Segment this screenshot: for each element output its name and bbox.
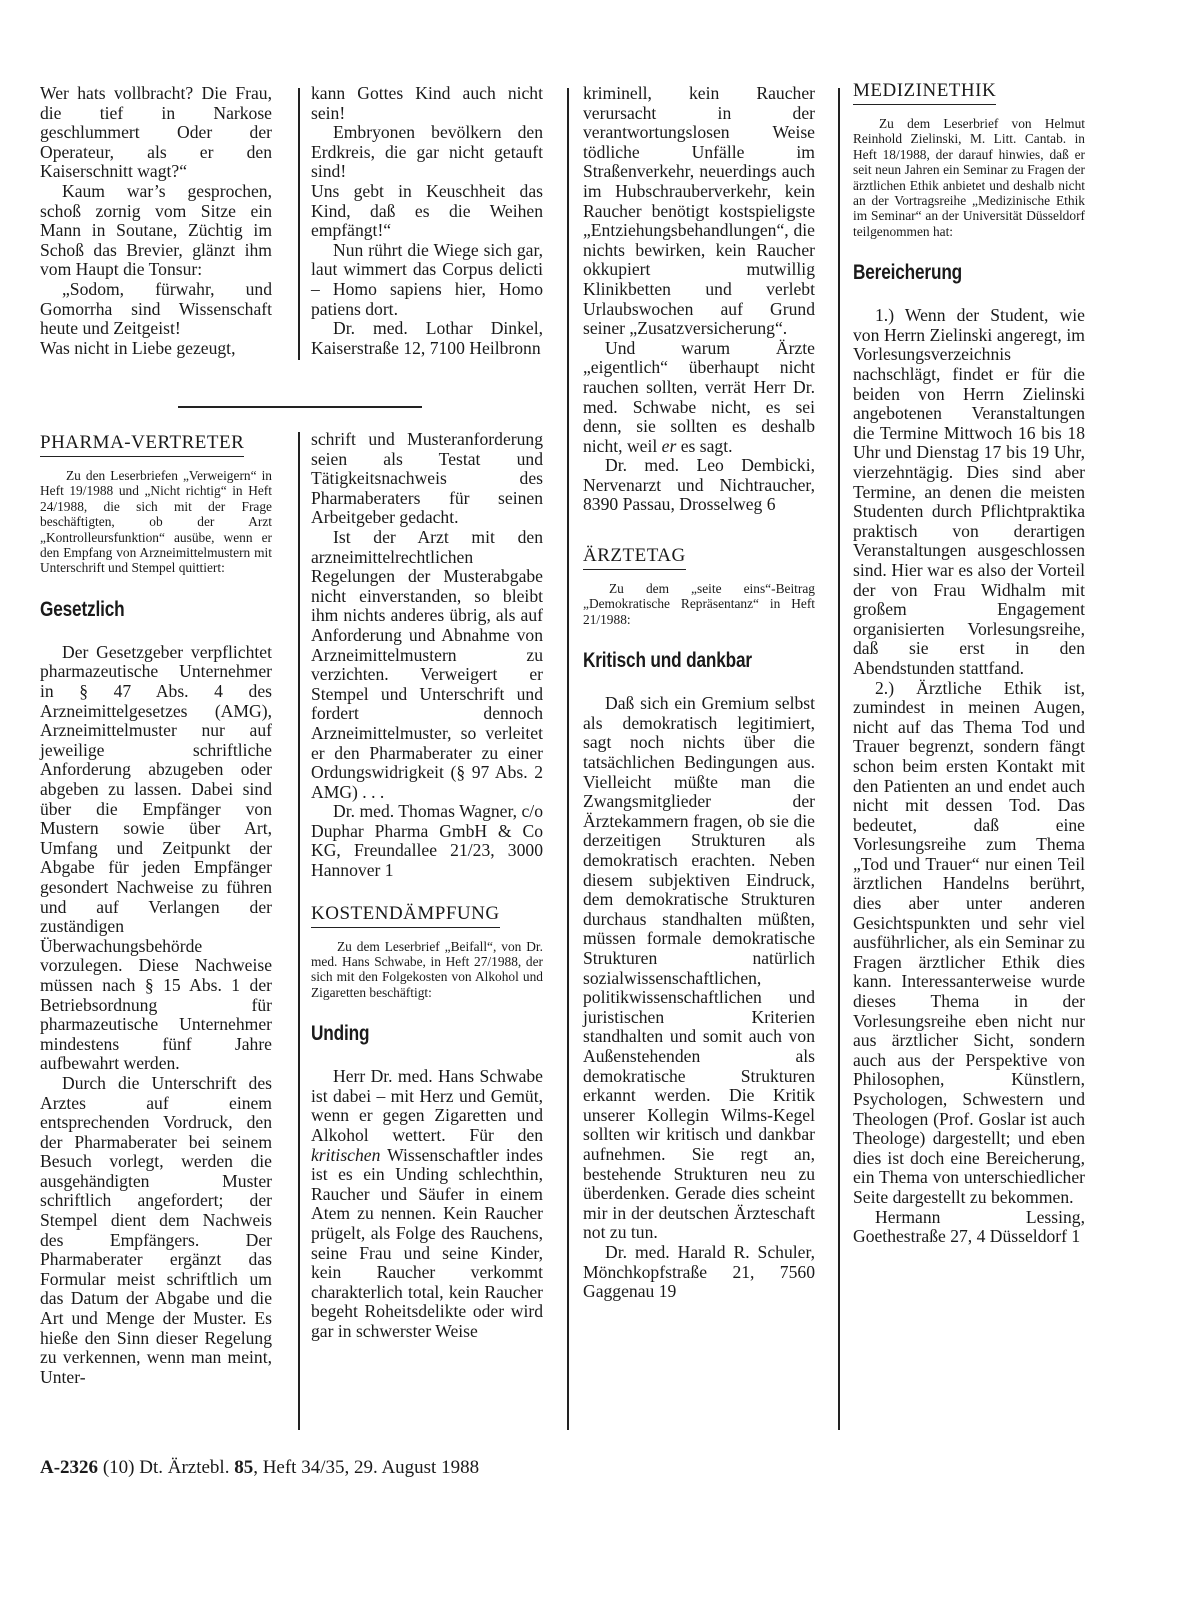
journal-volume: 85: [234, 1457, 254, 1478]
article-paragraph: 1.) Wenn der Student, wie von Herrn Zielinski angeregt, im Vorlesungsverzeichnis nachschlägt, findet er für die beiden von Herrn Zielinski angebotenen Veranstaltungen die Termine Mittwoch 16 bis 18 Uhr und Dienstag 17 bis 19 Uhr, vierzehntägig. Dies sind aber Termine, an denen die meisten Studenten durch Pflichtpraktika praktisch von derartigen Veranstaltungen ausgeschlossen sind. Hier war es also der Vorteil der von Frau Widhalm mit großem Engagement organisierten Vorlesungsreihe, daß sie erst in den Abendstunden stattfand.: [853, 305, 1085, 678]
article-headline: Gesetzlich: [40, 597, 125, 621]
poem-stanza: Wer hats vollbracht? Die Frau, die tief in Narkose geschlummert Oder der Operateur, als er den Kaiserschnitt wagt?“: [40, 83, 272, 182]
column-rule: [298, 432, 300, 1430]
article-headline: Kritisch und dankbar: [583, 649, 752, 673]
article-paragraph: Der Gesetzgeber verpflichtet pharmazeutische Unternehmer in § 47 Abs. 4 des Arzneimittelgesetzes (AMG), Arzneimittelmuster nur auf jeweilige schriftliche Anforderung abzugeben oder abgeben zu lassen. Dabei sind über die Empfänger von Mustern sowie über Art, Umfang und Zeitpunkt der Abgabe für jeden Empfänger gesondert Nachweise zu führen und auf Verlangen der zuständigen Überwachungsbehörde vorzulegen. Diese Nachweise müssen nach § 15 Abs. 1 der Betriebsordnung für pharmazeutische Unternehmer mindestens fünf Jahre aufbewahrt werden.: [40, 641, 272, 1074]
article-paragraph: Durch die Unterschrift des Arztes auf einem entsprechenden Vordruck, den der Pharmaberater bei seinem Besuch vorlegt, werden die ausgehändigten Muster schriftlich angefordert; der Stempel dient dem Nachweis des Empfängers. Der Pharmaberater ergänzt das Formular meist schriftlich um das Datum der Abgabe und die Art und Menge der Muster. Es hieße den Sinn dieser Regelung zu verkennen, wenn man meint, Unter-: [40, 1072, 272, 1387]
issue-date: , Heft 34/35, 29. August 1988: [253, 1457, 480, 1478]
poem-stanza: kann Gottes Kind auch nicht sein!: [311, 83, 543, 123]
article-headline: Bereicherung: [853, 261, 963, 285]
signature: Dr. med. Lothar Dinkel, Kaiserstraße 12, 7100 Heilbronn: [311, 318, 543, 358]
pharma-kosten-column: [311, 430, 543, 1342]
signature: Hermann Lessing, Goethestraße 27, 4 Düsseldorf 1: [853, 1206, 1085, 1247]
article-paragraph: 2.) Ärztliche Ethik ist, zumindest in meinen Augen, nicht auf das Thema Tod und Trauer begrenzt, sondern fängt schon beim ersten Kontakt mit den Patienten an und endet auch nicht mit dessen Tod. Das bedeutet, daß eine Vorlesungsreihe zum Thema „Tod und Trauer“ nur einen Teil ärztlichen Handelns berührt, dies aber unter anderen Gesichtspunkten und sehr viel ausführlicher, als ein Seminar zu Fragen ärztlicher Ethik dies kann. Interessanterweise wurde dieses Thema in der Vorlesungsreihe eben nicht nur aus ärztlicher Sicht, sondern auch aus der Perspektive von Philosophen, Künstlern, Psychologen, Schwestern und Theologen (Prof. Goslar ist auch Theologe) dargestellt; und eben dies ist doch eine Bereicherung, ein Thema von unterschiedlicher Seite dargestellt zu bekommen.: [853, 677, 1085, 1207]
article-intro: Zu dem „seite eins“-Beitrag „Demokratische Repräsentanz“ in Heft 21/1988:: [583, 581, 815, 627]
poem-stanza: Was nicht in Liebe gezeugt,: [40, 337, 236, 358]
section-label: KOSTENDÄMPFUNG: [311, 903, 500, 928]
article-paragraph: Herr Dr. med. Hans Schwabe ist dabei – mit Herz und Gemüt, wenn er gegen Zigaretten und Alkohol wettert. Für den kritischen Wissenschaftler indes ist es ein Unding schlechthin, Raucher und Säufer in einem Atem zu nennen. Kein Raucher prügelt, als Folge des Rauchens, seine Frau und seine Kinder, kein Raucher verkommt charakterlich total, kein Raucher begeht Roheitsdelikte oder wird gar in schwerster Weise: [311, 1066, 543, 1341]
pharma-column: [40, 432, 272, 1387]
article-paragraph: kriminell, kein Raucher verursacht in der verantwortungslosen Weise tödliche Unfälle im Straßenverkehr, neuerdings auch im Hubschrauberverkehr, kein Raucher benötigt kostspieligste „Entziehungsbehandlungen“, die nichts bewirken, kein Raucher okkupiert mutwillig Klinikbetten und verlebt Urlaubswochen auf Grund seiner „Zusatzversicherung“.: [583, 83, 815, 339]
section-label: PHARMA-VERTRETER: [40, 432, 244, 457]
page-footer: [40, 1457, 479, 1479]
section-label: ÄRZTETAG: [583, 545, 686, 570]
emphasis: kritischen: [311, 1144, 381, 1165]
poem-stanza: Kaum war’s gesprochen, schoß zornig vom Sitze ein Mann in Soutane, Züchtig im Schoß das Brevier, glänzt ihm vom Haupt die Tonsur:: [40, 180, 272, 280]
emphasis: er: [661, 435, 677, 456]
signature: Dr. med. Harald R. Schuler, Mönchkopfstraße 21, 7560 Gaggenau 19: [583, 1241, 815, 1302]
journal-name: (10) Dt. Ärztebl.: [102, 1457, 230, 1478]
column-rule: [838, 88, 840, 1430]
ethik-column: [853, 80, 1085, 1247]
poem-column-left: [40, 84, 272, 358]
column-rule: [298, 88, 300, 360]
page-number: A-2326: [40, 1457, 99, 1478]
poem-stanza: Uns gebt in Keuschheit das Kind, daß es die Weihen empfängt!“: [311, 180, 543, 241]
article-intro: Zu dem Leserbrief von Helmut Reinhold Zielinski, M. Litt. Cantab. in Heft 18/1988, der darauf hinwies, daß er seit neun Jahren ein Seminar zu Fragen der ärztlichen Ethik anbietet und deshalb nicht an der Vortragsreihe „Medizinische Ethik im Seminar“ an der Universität Düsseldorf teilgenommen hat:: [853, 116, 1085, 239]
article-paragraph: Ist der Arzt mit den arzneimittelrechtlichen Regelungen der Musterabgabe nicht einverstanden, so bleibt ihm nichts anderes übrig, als auf Anforderung und Abnahme von Arzneimittelmustern zu verzichten. Verweigert er Stempel und Unterschrift und fordert dennoch Arzneimittelmuster, so verleitet er den Pharmaberater zu einer Ordungswidrigkeit (§ 97 Abs. 2 AMG) . . .: [311, 526, 543, 802]
article-paragraph: schrift und Musteranforderung seien als Testat und Tätigkeitsnachweis des Pharmaberaters für seinen Arbeitgeber gedacht.: [311, 429, 543, 528]
poem-stanza: Nun rührt die Wiege sich gar, laut wimmert das Corpus delicti – Homo sapiens hier, Homo patiens dort.: [311, 239, 543, 319]
article-intro: Zu den Leserbriefen „Verweigern“ in Heft 19/1988 und „Nicht richtig“ in Heft 24/1988, die sich mit der Frage beschäftigten, ob der Arzt „Kontrolleursfunktion“ ausübe, wenn er den Empfang von Arzneimittelmustern mit Unterschrift und Stempel quittiert:: [40, 468, 272, 576]
poem-stanza: Embryonen bevölkern den Erdkreis, die gar nicht getauft sind!: [311, 122, 543, 182]
kosten-aerztetag-column: [583, 84, 815, 1302]
poem-column-right: [311, 84, 543, 358]
article-paragraph: Daß sich ein Gremium selbst als demokratisch legitimiert, sagt noch nichts über die tatsächlichen Bedingungen aus. Vielleicht müßte man die Zwangsmitglieder der Ärztekammern fragen, ob sie die derzeitigen Strukturen als demokratisch erachten. Neben diesem subjektiven Eindruck, dem demokratische Strukturen durchaus standhalten müßten, müssen formale demokratische Strukturen natürlich sozialwissenschaftlichen, politikwissenschaftlichen und juristischen Kriterien standhalten und somit auch von Außenstehenden als demokratische Strukturen erkannt werden. Die Kritik unserer Kollegin Wilms-Kegel sollten wir kritisch und dankbar aufnehmen. Sie regt an, bestehende Strukturen neu zu überdenken. Gerade dies scheint mir in der deutschen Ärzteschaft not zu tun.: [583, 693, 815, 1243]
section-label: MEDIZINETHIK: [853, 80, 996, 105]
article-intro: Zu dem Leserbrief „Beifall“, von Dr. med. Hans Schwabe, in Heft 27/1988, der sich mit den Folgekosten von Alkohol und Zigaretten beschäftigt:: [311, 938, 543, 1000]
poem-stanza: „Sodom, fürwahr, und Gomorrha sind Wissenschaft heute und Zeitgeist!: [40, 278, 272, 339]
article-separator: [178, 406, 422, 408]
column-rule: [567, 88, 569, 1430]
article-paragraph: Und warum Ärzte „eigentlich“ überhaupt nicht rauchen sollten, verrät Herr Dr. med. Schwabe nicht, es sei denn, sie sollten es deshalb nicht, weil er es sagt.: [583, 337, 815, 456]
signature: Dr. med. Leo Dembicki, Nervenarzt und Nichtraucher, 8390 Passau, Drosselweg 6: [583, 455, 815, 515]
article-headline: Unding: [311, 1022, 370, 1046]
signature: Dr. med. Thomas Wagner, c/o Duphar Pharma GmbH & Co KG, Freundallee 21/23, 3000 Hannover 1: [311, 801, 543, 881]
